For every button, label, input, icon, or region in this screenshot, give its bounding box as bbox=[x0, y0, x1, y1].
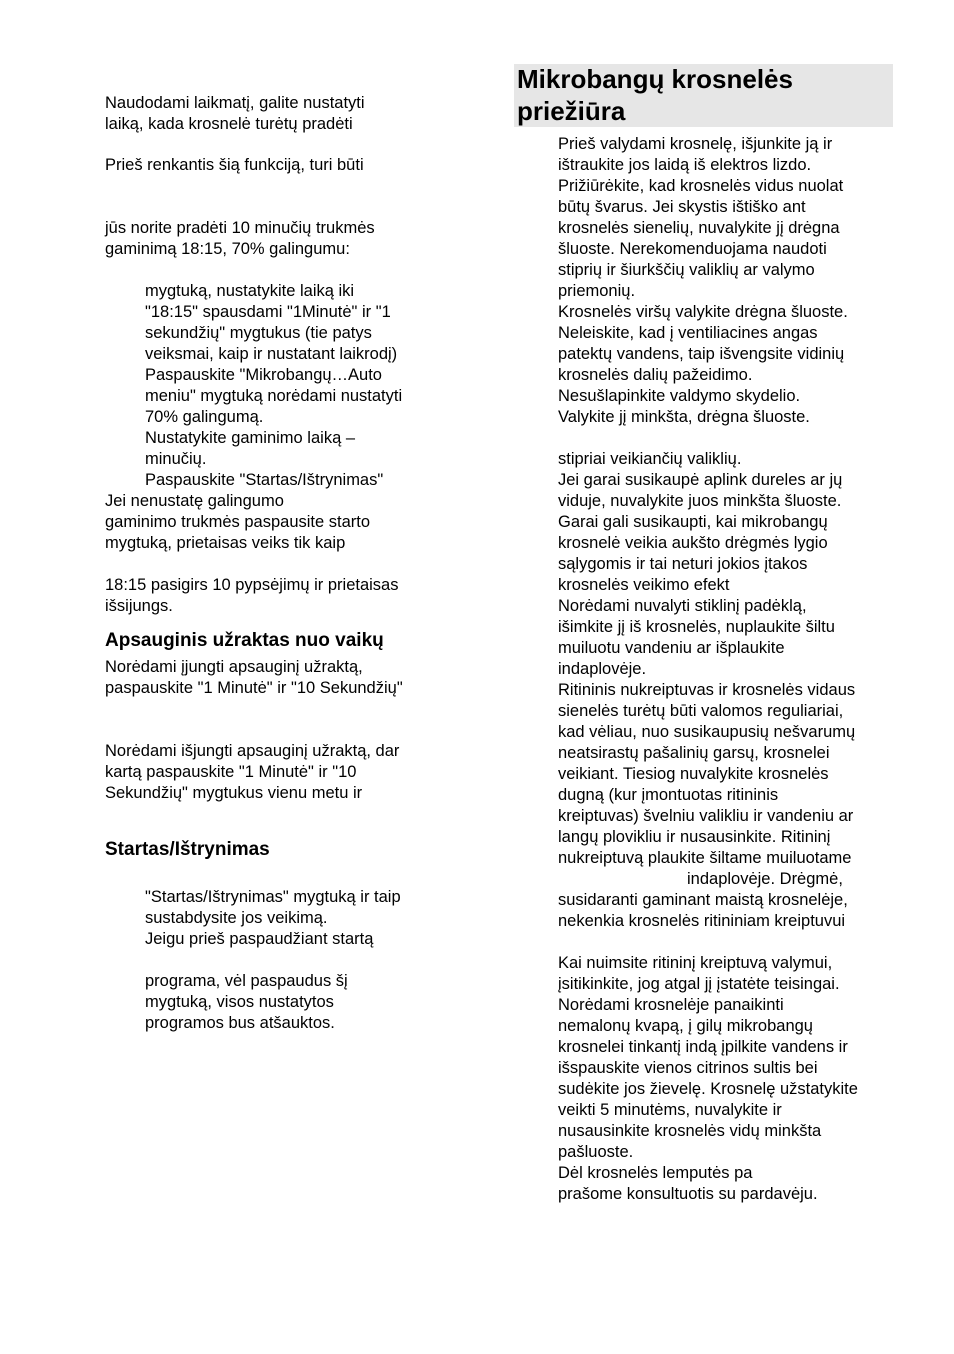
text-line: kad vėliau, nuo susikaupusių nešvarumų bbox=[558, 723, 856, 741]
text-line: kartą paspauskite "1 Minutė" ir "10 bbox=[105, 763, 357, 781]
text-line: priemonių. bbox=[558, 282, 636, 300]
text-line: nukreiptuvą plaukite šiltame muiluotame bbox=[558, 849, 852, 867]
text-line: nemalonų kvapą, į gilų mikrobangų bbox=[558, 1017, 813, 1035]
text-line: dugną (kur įmontuotas ritininis bbox=[558, 786, 779, 804]
text-line: išspauskite vienos citrinos sultis bei bbox=[558, 1059, 818, 1077]
text-line: "18:15" spausdami "1Minutė" ir "1 bbox=[145, 303, 391, 321]
text-line: indaplovėje. Drėgmė, bbox=[687, 870, 843, 888]
text-line: indaplovėje. bbox=[558, 660, 647, 678]
text-line: krosnelės dalių pažeidimo. bbox=[558, 366, 753, 384]
text-line: veiksmai, kaip ir nustatant laikrodį) bbox=[145, 345, 398, 363]
section-heading-child-lock: Apsauginis užraktas nuo vaikų bbox=[105, 630, 384, 651]
text-line: sustabdysite jos veikimą. bbox=[145, 909, 328, 927]
text-line: jūs norite pradėti 10 minučių trukmės bbox=[105, 219, 375, 237]
text-line: laiką, kada krosnelė turėtų pradėti bbox=[105, 115, 353, 133]
text-line: Nesušlapinkite valdymo skydelio. bbox=[558, 387, 801, 405]
text-line: krosnelės sienelių, nuvalykite jį drėgna bbox=[558, 219, 840, 237]
text-line: Nustatykite gaminimo laiką – bbox=[145, 429, 356, 447]
text-line: sąlygomis ir tai neturi jokios įtakos bbox=[558, 555, 808, 573]
text-line: Norėdami krosnelėje panaikinti bbox=[558, 996, 784, 1014]
text-line: būtų švarus. Jei skystis ištiško ant bbox=[558, 198, 806, 216]
text-line: mygtuką, nustatykite laiką iki bbox=[145, 282, 355, 300]
text-line: sekundžių" mygtukus (tie patys bbox=[145, 324, 372, 342]
text-line: "Startas/Ištrynimas" mygtuką ir taip bbox=[145, 888, 401, 906]
text-line: Garai gali susikaupti, kai mikrobangų bbox=[558, 513, 828, 531]
text-line: neatsirastų pašalinių garsų, krosnelei bbox=[558, 744, 830, 762]
text-line: Prižiūrėkite, kad krosnelės vidus nuolat bbox=[558, 177, 844, 195]
text-line: sienelės turėtų būti valomos reguliariai, bbox=[558, 702, 844, 720]
text-line: stiprių ir šiurkščių valiklių ar valymo bbox=[558, 261, 815, 279]
text-line: pašluoste. bbox=[558, 1143, 634, 1161]
text-line: viduje, nuvalykite juos minkšta šluoste. bbox=[558, 492, 842, 510]
text-line: stipriai veikiančių valiklių. bbox=[558, 450, 742, 468]
text-line: prašome konsultuotis su pardavėju. bbox=[558, 1185, 818, 1203]
text-line: Kai nuimsite ritininį kreiptuvą valymui, bbox=[558, 954, 833, 972]
text-line: programos bus atšauktos. bbox=[145, 1014, 335, 1032]
text-line: langų plovikliu ir nusausinkite. Ritininį bbox=[558, 828, 831, 846]
text-line: muiluotu vandeniu ar išplaukite bbox=[558, 639, 785, 657]
text-line: Paspauskite "Mikrobangų…Auto bbox=[145, 366, 382, 384]
text-line: Prieš valydami krosnelę, išjunkite ją ir bbox=[558, 135, 833, 153]
text-line: krosnelė veikia aukšto drėgmės lygio bbox=[558, 534, 828, 552]
text-line: išimkite jį iš krosnelės, nuplaukite šiltu bbox=[558, 618, 835, 636]
text-line: Neleiskite, kad į ventiliacines angas bbox=[558, 324, 818, 342]
text-line: įsitikinkite, jog atgal jį įstatėte teisingai. bbox=[558, 975, 840, 993]
text-line: paspauskite "1 Minutė" ir "10 Sekundžių" bbox=[105, 679, 403, 697]
text-line: Ritininis nukreiptuvas ir krosnelės vidaus bbox=[558, 681, 856, 699]
text-line: nekenkia krosnelės ritininiam kreiptuvui bbox=[558, 912, 846, 930]
text-line: susidaranti gaminant maistą krosnelėje, bbox=[558, 891, 848, 909]
text-line: sudėkite jos žievelę. Krosnelę užstatykite bbox=[558, 1080, 858, 1098]
text-line: Jei nenustatę galingumo bbox=[105, 492, 284, 510]
text-line: minučių. bbox=[145, 450, 207, 468]
text-line: patektų vandens, taip išvengsite vidinių bbox=[558, 345, 845, 363]
text-line: Paspauskite "Startas/Ištrynimas" bbox=[145, 471, 384, 489]
text-line: Naudodami laikmatį, galite nustatyti bbox=[105, 94, 365, 112]
text-line: mygtuką, visos nustatytos bbox=[145, 993, 334, 1011]
text-line: nusausinkite krosnelės vidų minkšta bbox=[558, 1122, 822, 1140]
text-line: Jei garai susikaupė aplink dureles ar jų bbox=[558, 471, 843, 489]
text-line: meniu" mygtuką norėdami nustatyti bbox=[145, 387, 403, 405]
text-line: Norėdami įjungti apsauginį užraktą, bbox=[105, 658, 363, 676]
text-line: kreiptuvas) švelniu valikliu ir vandeniu ar bbox=[558, 807, 854, 825]
text-line: šluoste. Nerekomenduojama naudoti bbox=[558, 240, 827, 258]
title-line: priežiūra bbox=[517, 96, 626, 126]
text-line: krosnelės veikimo efekt bbox=[558, 576, 730, 594]
text-line: programa, vėl paspaudus šį bbox=[145, 972, 348, 990]
text-line: Valykite jį minkšta, drėgna šluoste. bbox=[558, 408, 810, 426]
section-heading-start: Startas/Ištrynimas bbox=[105, 839, 270, 860]
text-line: 18:15 pasigirs 10 pypsėjimų ir prietaisas bbox=[105, 576, 399, 594]
text-line: mygtuką, prietaisas veiks tik kaip bbox=[105, 534, 346, 552]
text-line: 70% galingumą. bbox=[145, 408, 264, 426]
text-line: išsijungs. bbox=[105, 597, 173, 615]
text-line: gaminimo trukmės paspausite starto bbox=[105, 513, 371, 531]
text-line: ištraukite jos laidą iš elektros lizdo. bbox=[558, 156, 812, 174]
text-line: Prieš renkantis šią funkciją, turi būti bbox=[105, 156, 364, 174]
text-line: Norėdami nuvalyti stiklinį padėklą, bbox=[558, 597, 807, 615]
text-line: veikti 5 minutėms, nuvalykite ir bbox=[558, 1101, 782, 1119]
text-line: Sekundžių" mygtukus vienu metu ir bbox=[105, 784, 363, 802]
text-line: Dėl krosnelės lemputės pa bbox=[558, 1164, 753, 1182]
title-line: Mikrobangų krosnelės bbox=[517, 64, 793, 94]
text-line: veikiant. Tiesiog nuvalykite krosnelės bbox=[558, 765, 829, 783]
text-line: Krosnelės viršų valykite drėgna šluoste. bbox=[558, 303, 848, 321]
text-line: Jeigu prieš paspaudžiant startą bbox=[145, 930, 374, 948]
text-line: Norėdami išjungti apsauginį užraktą, dar bbox=[105, 742, 400, 760]
text-line: gaminimą 18:15, 70% galingumu: bbox=[105, 240, 350, 258]
text-line: krosnelei tinkantį indą įpilkite vandens ir bbox=[558, 1038, 848, 1056]
